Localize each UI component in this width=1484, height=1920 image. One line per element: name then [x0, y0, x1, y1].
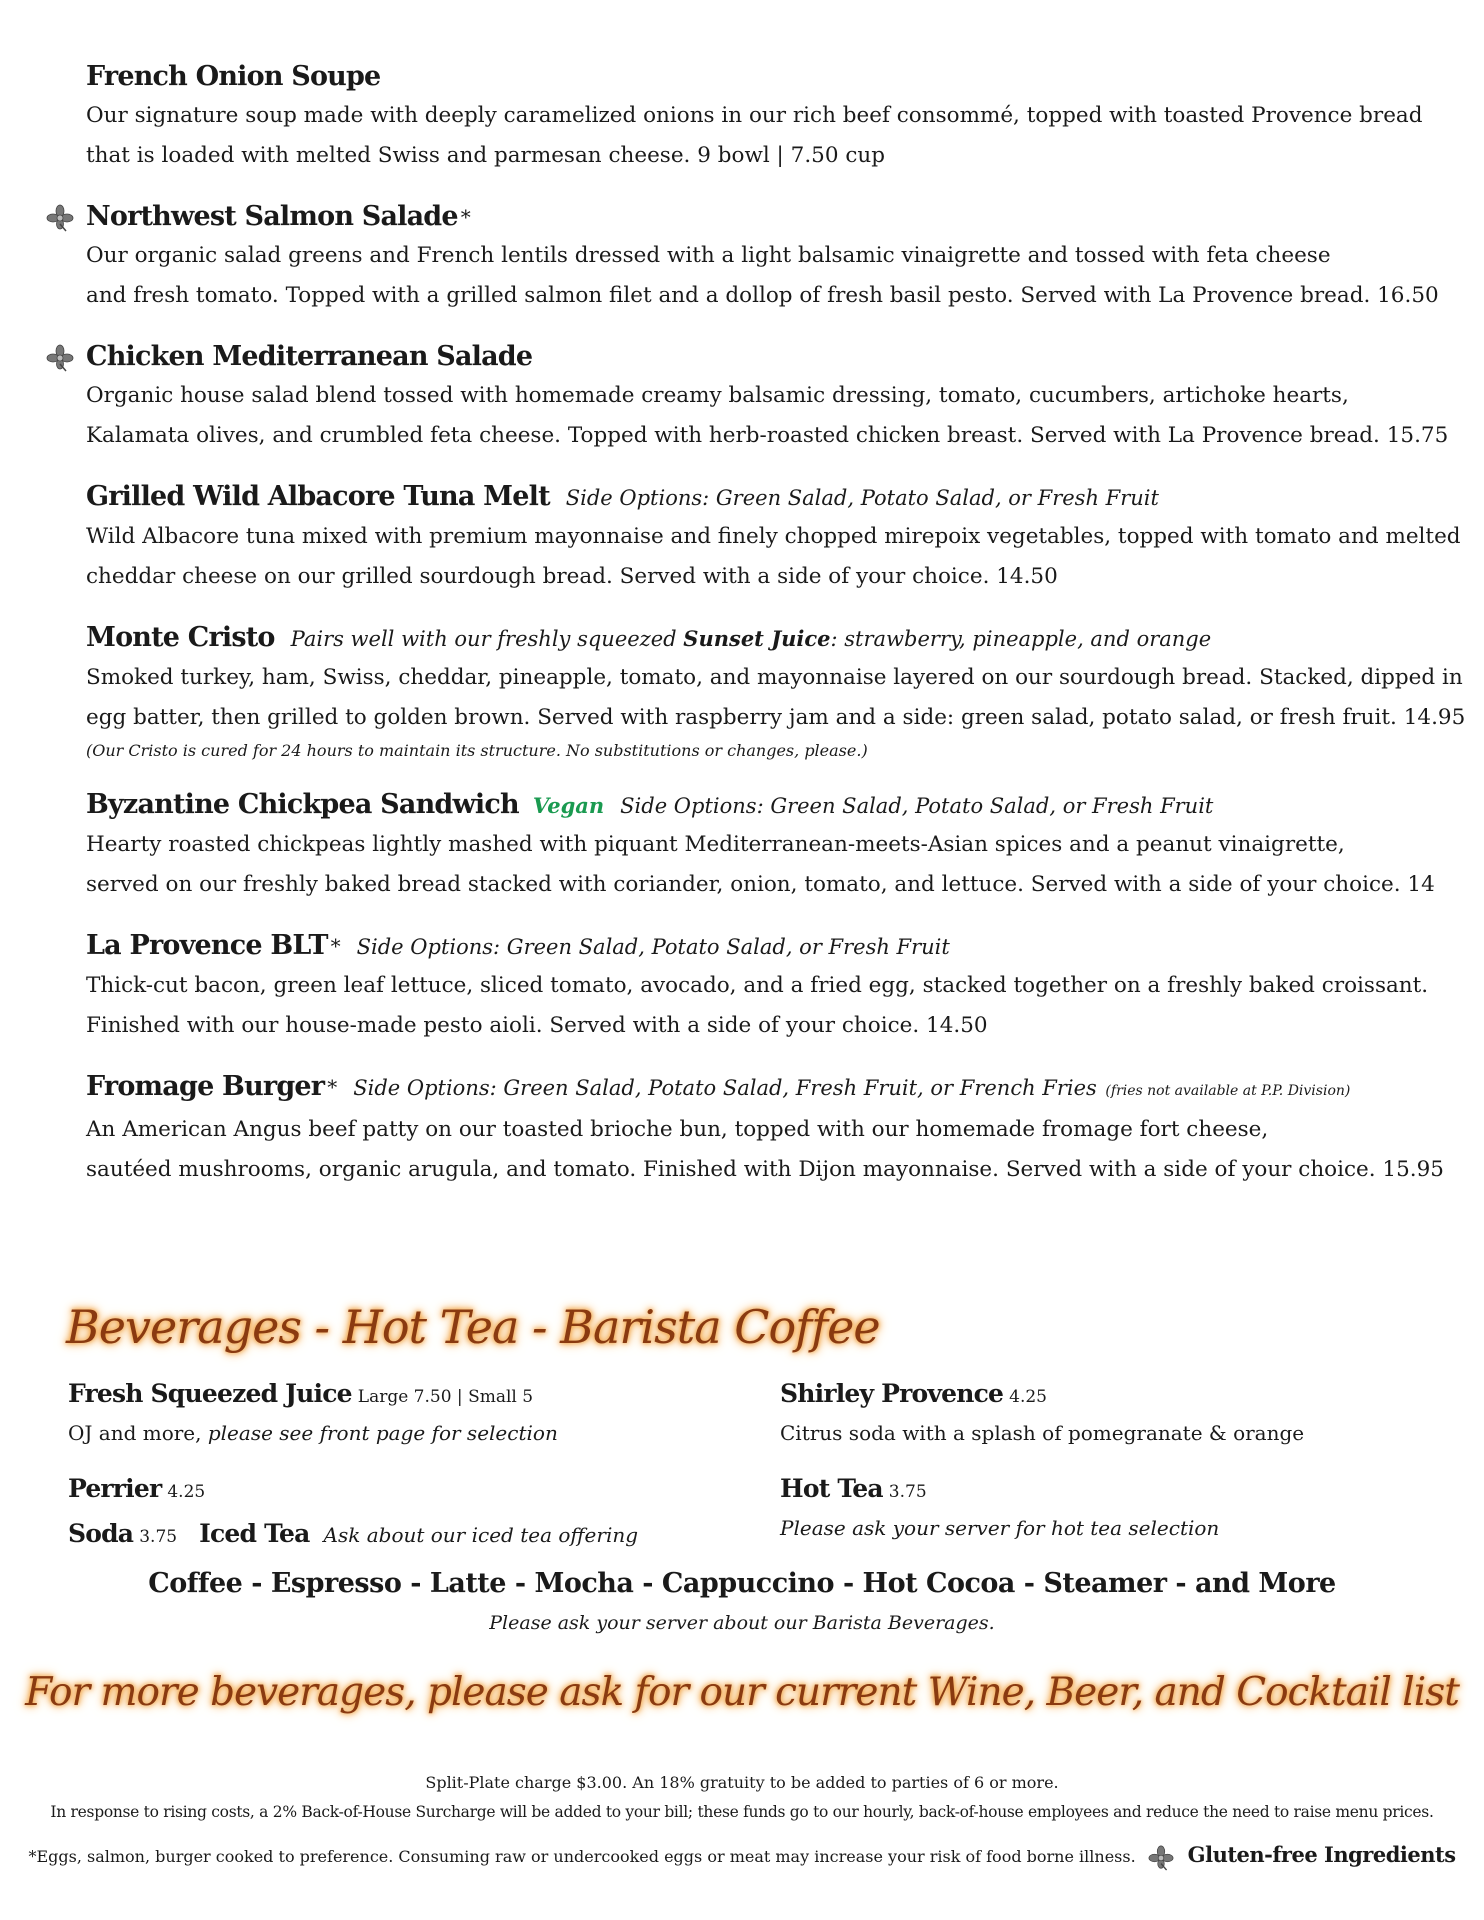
menu-item	[86, 478, 1461, 597]
item-name: Northwest Salmon Salade	[86, 201, 458, 232]
item-desc-line: Thick-cut bacon, green leaf lettuce, sliced tomato, avocado, and a fried egg, stacked together on a freshly baked croissant.	[86, 973, 1429, 998]
menu-item	[86, 619, 1466, 764]
menu-item	[86, 198, 1439, 316]
side-options: Side Options: Green Salad, Potato Salad, or Fresh Fruit	[620, 794, 1214, 818]
footer-warning	[0, 1842, 1484, 1871]
item-name: Chicken Mediterranean Salade	[86, 341, 533, 372]
barista-note: Please ask your server about our Barista Beverages.	[489, 1612, 995, 1634]
pairing-text: : strawberry, pineapple, and orange	[830, 627, 1212, 651]
side-options: Side Options: Green Salad, Potato Salad, or Fresh Fruit	[565, 486, 1159, 510]
item-desc-line: Our signature soup made with deeply caramelized onions in our rich beef consommé, topped with toasted Provence bread	[86, 103, 1423, 128]
footer-surcharge: In response to rising costs, a 2% Back-of-House Surcharge will be added to your bill; these funds go to our hourly, back-of-house employees and reduce the need to raise menu prices.	[50, 1803, 1434, 1821]
raw-warning-star: *	[330, 934, 341, 958]
item-desc-line: Hearty roasted chickpeas lightly mashed with piquant Mediterranean-meets-Asian spices and a peanut vinaigrette,	[86, 832, 1345, 857]
bev-price: 4.25	[1009, 1387, 1047, 1407]
bev-desc: Ask about our iced tea offering	[323, 1523, 639, 1547]
item-name: Byzantine Chickpea Sandwich	[86, 789, 519, 820]
bev-shirley	[780, 1375, 1304, 1450]
more-beverages-banner: For more beverages, please ask for our current Wine, Beer, and Cocktail list	[25, 1670, 1459, 1715]
item-desc-line: and fresh tomato. Topped with a grilled salmon filet and a dollop of fresh basil pesto. Served with La Provence bread. 16.50	[86, 283, 1439, 308]
menu-item	[86, 338, 1449, 456]
bev-desc-italic: please see front page for selection	[207, 1421, 558, 1445]
item-name: Monte Cristo	[86, 622, 275, 653]
beverages-title: Beverages - Hot Tea - Barista Coffee	[66, 1300, 880, 1354]
side-options: Side Options: Green Salad, Potato Salad, Fresh Fruit, or French Fries	[353, 1076, 1097, 1100]
raw-warning-star: *	[327, 1075, 338, 1099]
bev-desc: Please ask your server for hot tea selection	[780, 1516, 1220, 1540]
menu-item	[86, 786, 1435, 905]
item-desc-line: Wild Albacore tuna mixed with premium mayonnaise and finely chopped mirepoix vegetables, topped with tomato and melted	[86, 524, 1461, 549]
item-desc-line: Organic house salad blend tossed with homemade creamy balsamic dressing, tomato, cucumbers, artichoke hearts,	[86, 383, 1349, 408]
barista-list: Coffee - Espresso - Latte - Mocha - Cappuccino - Hot Cocoa - Steamer - and More	[148, 1568, 1336, 1599]
side-options: Side Options: Green Salad, Potato Salad, or Fresh Fruit	[356, 935, 950, 959]
item-desc-line: Kalamata olives, and crumbled feta cheese. Topped with herb-roasted chicken breast. Served with La Provence bread. 15.75	[86, 423, 1449, 448]
item-desc-line: Finished with our house-made pesto aioli. Served with a side of your choice. 14.50	[86, 1013, 988, 1038]
item-desc-line: sautéed mushrooms, organic arugula, and tomato. Finished with Dijon mayonnaise. Served with a side of your choice. 15.95	[86, 1157, 1444, 1182]
footer-split-plate: Split-Plate charge $3.00. An 18% gratuity to be added to parties of 6 or more.	[425, 1773, 1059, 1792]
menu-item	[86, 927, 1429, 1046]
item-desc-line: Smoked turkey, ham, Swiss, cheddar, pineapple, tomato, and mayonnaise layered on our sourdough bread. Stacked, dipped in	[86, 665, 1463, 690]
bev-price: Large 7.50 | Small 5	[357, 1387, 534, 1407]
gluten-free-icon	[46, 204, 74, 232]
footer-warning-text: *Eggs, salmon, burger cooked to preference. Consuming raw or undercooked eggs or meat may increase your risk of food borne illness.	[28, 1847, 1136, 1866]
bev-price: 4.25	[167, 1482, 206, 1502]
bev-name: Fresh Squeezed Juice	[68, 1379, 352, 1408]
item-desc-line: Our organic salad greens and French lentils dressed with a light balsamic vinaigrette and tossed with feta cheese	[86, 243, 1331, 268]
bev-perrier	[68, 1470, 205, 1511]
item-name: La Provence BLT	[86, 930, 328, 961]
raw-warning-star: *	[460, 205, 471, 229]
fries-note: (fries not available at P.P. Division)	[1105, 1083, 1351, 1099]
bev-name: Hot Tea	[780, 1474, 883, 1503]
gluten-free-legend-icon	[1148, 1845, 1174, 1871]
bev-name: Shirley Provence	[780, 1379, 1004, 1408]
item-desc-line: An American Angus beef patty on our toasted brioche bun, topped with our homemade fromage fort cheese,	[86, 1117, 1269, 1142]
bev-name: Soda	[68, 1519, 134, 1548]
item-desc-line: egg batter, then grilled to golden brown. Served with raspberry jam and a side: green salad, potato salad, or fresh fruit. 14.95	[86, 705, 1466, 730]
vegan-badge: Vegan	[532, 793, 605, 818]
bev-price: 3.75	[139, 1527, 178, 1547]
menu-items	[86, 58, 1466, 1212]
bev-soda-iced-tea	[68, 1515, 638, 1556]
menu-item	[86, 1068, 1444, 1190]
pairing-text: Pairs well with our freshly squeezed	[290, 627, 684, 651]
item-name: Fromage Burger	[86, 1071, 325, 1102]
gluten-free-legend: Gluten-free Ingredients	[1187, 1842, 1456, 1867]
bev-juice	[68, 1375, 558, 1450]
pairing-note	[291, 627, 1212, 651]
bev-name: Iced Tea	[199, 1519, 310, 1548]
bev-hot-tea	[780, 1470, 1219, 1545]
bev-desc: OJ and more,	[68, 1421, 208, 1445]
item-name: French Onion Soupe	[86, 61, 381, 92]
menu-item	[86, 58, 1426, 176]
bev-name: Perrier	[68, 1474, 162, 1503]
bev-price: 3.75	[888, 1482, 927, 1502]
pairing-juice: Sunset Juice	[683, 626, 831, 651]
item-note: (Our Cristo is cured for 24 hours to maintain its structure. No substitutions or changes, please.)	[86, 741, 868, 760]
item-desc-line: cheddar cheese on our grilled sourdough bread. Served with a side of your choice. 14.50	[86, 564, 1058, 589]
bev-desc: Citrus soda with a splash of pomegranate & orange	[780, 1421, 1305, 1445]
item-name: Grilled Wild Albacore Tuna Melt	[86, 481, 550, 512]
item-desc-line: that is loaded with melted Swiss and parmesan cheese. 9 bowl | 7.50 cup	[86, 143, 885, 168]
gluten-free-icon	[46, 344, 74, 372]
item-desc-line: served on our freshly baked bread stacked with coriander, onion, tomato, and lettuce. Served with a side of your choice. 14	[86, 872, 1435, 897]
